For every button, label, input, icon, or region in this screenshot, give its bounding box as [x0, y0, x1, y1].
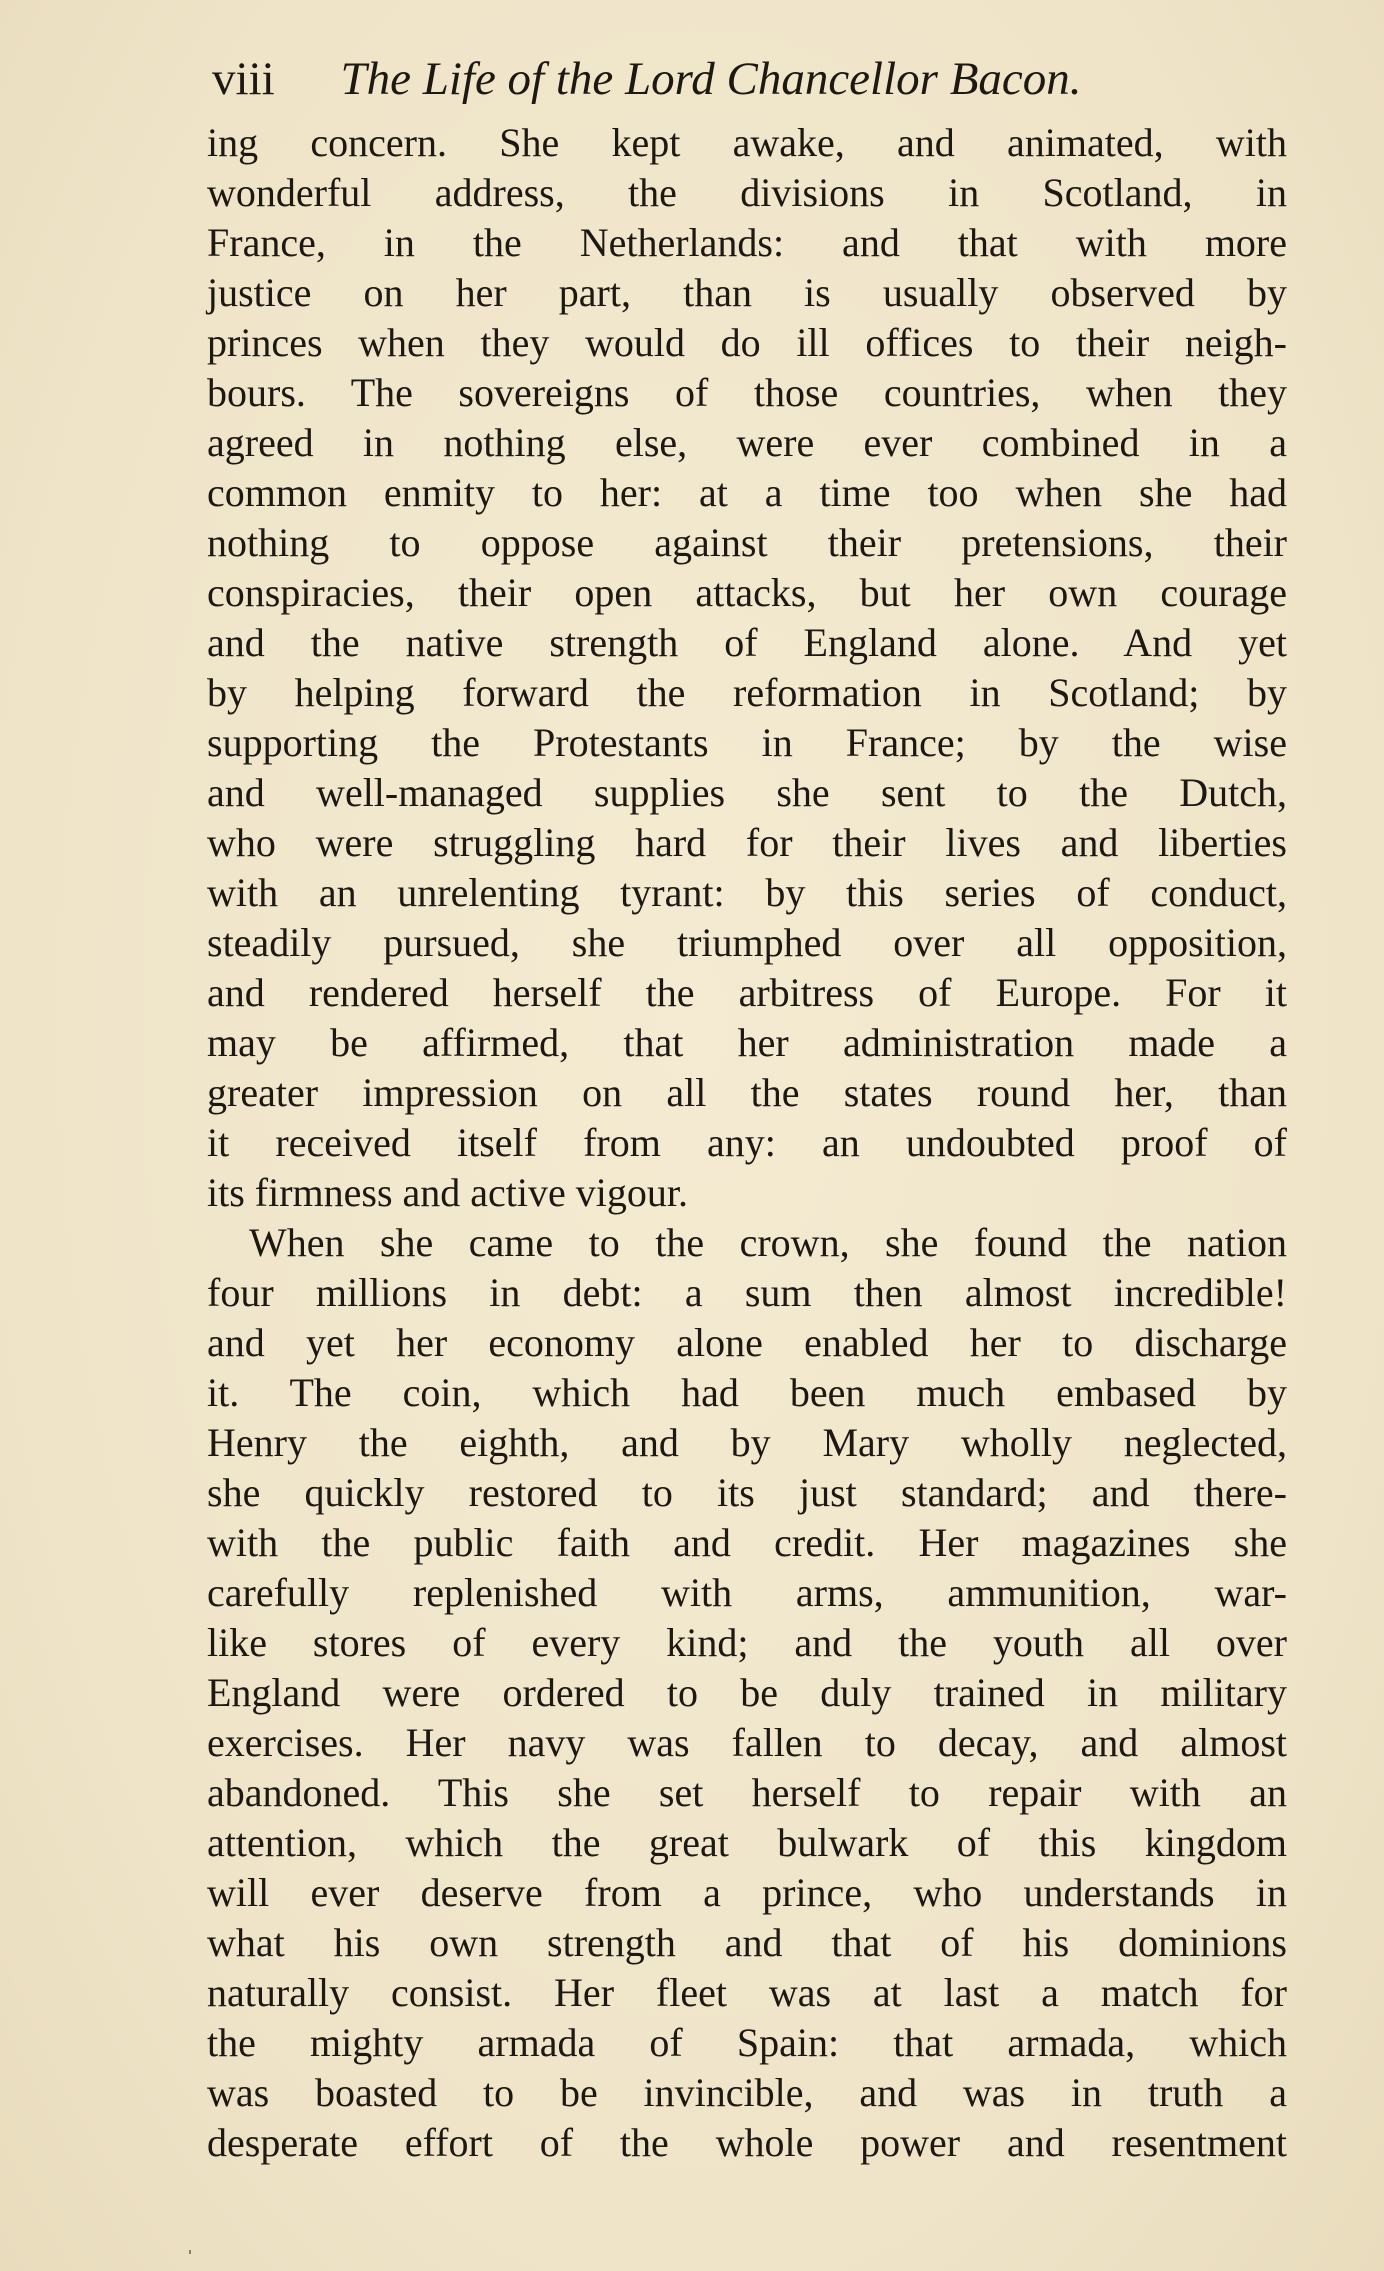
text-line: with the public faith and credit. Her magazines she	[207, 1520, 1287, 1565]
text-line: it received itself from any: an undoubted proof of	[207, 1120, 1287, 1165]
running-title: The Life of the Lord Chancellor Bacon.	[340, 53, 1082, 105]
text-line: she quickly restored to its just standard; and there-	[207, 1470, 1287, 1515]
text-line: and rendered herself the arbitress of Europe. For it	[207, 970, 1287, 1015]
text-line: and yet her economy alone enabled her to discharge	[207, 1320, 1287, 1365]
text-line: and the native strength of England alone. And yet	[207, 620, 1287, 665]
text-line: carefully replenished with arms, ammunition, war-	[207, 1570, 1287, 1615]
text-line: naturally consist. Her fleet was at last a match for	[207, 1970, 1287, 2015]
running-head	[212, 44, 1212, 114]
paragraph-start-line: When she came to the crown, she found the nation	[249, 1220, 1287, 1265]
text-line: with an unrelenting tyrant: by this series of conduct,	[207, 870, 1287, 915]
text-line: the mighty armada of Spain: that armada, which	[207, 2020, 1287, 2065]
page-number: viii	[212, 53, 275, 105]
text-line: abandoned. This she set herself to repair with an	[207, 1770, 1287, 1815]
text-line: who were struggling hard for their lives and liberties	[207, 820, 1287, 865]
text-line: nothing to oppose against their pretensions, their	[207, 520, 1287, 565]
text-line: ing concern. She kept awake, and animated, with	[207, 120, 1287, 165]
text-line: bours. The sovereigns of those countries, when they	[207, 370, 1287, 415]
text-line: common enmity to her: at a time too when she had	[207, 470, 1287, 515]
text-line: Henry the eighth, and by Mary wholly neglected,	[207, 1420, 1287, 1465]
text-line: was boasted to be invincible, and was in truth a	[207, 2070, 1287, 2115]
text-line: supporting the Protestants in France; by the wise	[207, 720, 1287, 765]
text-line: will ever deserve from a prince, who understands in	[207, 1870, 1287, 1915]
text-line: wonderful address, the divisions in Scotland, in	[207, 170, 1287, 215]
text-line: agreed in nothing else, were ever combined in a	[207, 420, 1287, 465]
text-line: four millions in debt: a sum then almost incredible!	[207, 1270, 1287, 1315]
body-text	[207, 118, 1287, 2168]
text-line: by helping forward the reformation in Scotland; by	[207, 670, 1287, 715]
text-line: what his own strength and that of his dominions	[207, 1920, 1287, 1965]
text-line: steadily pursued, she triumphed over all opposition,	[207, 920, 1287, 965]
text-line: conspiracies, their open attacks, but her own courage	[207, 570, 1287, 615]
text-line: France, in the Netherlands: and that with more	[207, 220, 1287, 265]
text-line: it. The coin, which had been much embased by	[207, 1370, 1287, 1415]
text-line: England were ordered to be duly trained in military	[207, 1670, 1287, 1715]
text-line: attention, which the great bulwark of this kingdom	[207, 1820, 1287, 1865]
text-line: exercises. Her navy was fallen to decay, and almost	[207, 1720, 1287, 1765]
text-line: justice on her part, than is usually observed by	[207, 270, 1287, 315]
text-line: desperate effort of the whole power and resentment	[207, 2120, 1287, 2165]
text-line: greater impression on all the states round her, than	[207, 1070, 1287, 1115]
text-line: may be affirmed, that her administration made a	[207, 1020, 1287, 1065]
text-line: princes when they would do ill offices to their neigh-	[207, 320, 1287, 365]
ink-speck	[189, 2250, 191, 2254]
text-line: like stores of every kind; and the youth all over	[207, 1620, 1287, 1665]
text-line: and well-managed supplies she sent to the Dutch,	[207, 770, 1287, 815]
paragraph-end-line: its firmness and active vigour.	[207, 1170, 689, 1215]
